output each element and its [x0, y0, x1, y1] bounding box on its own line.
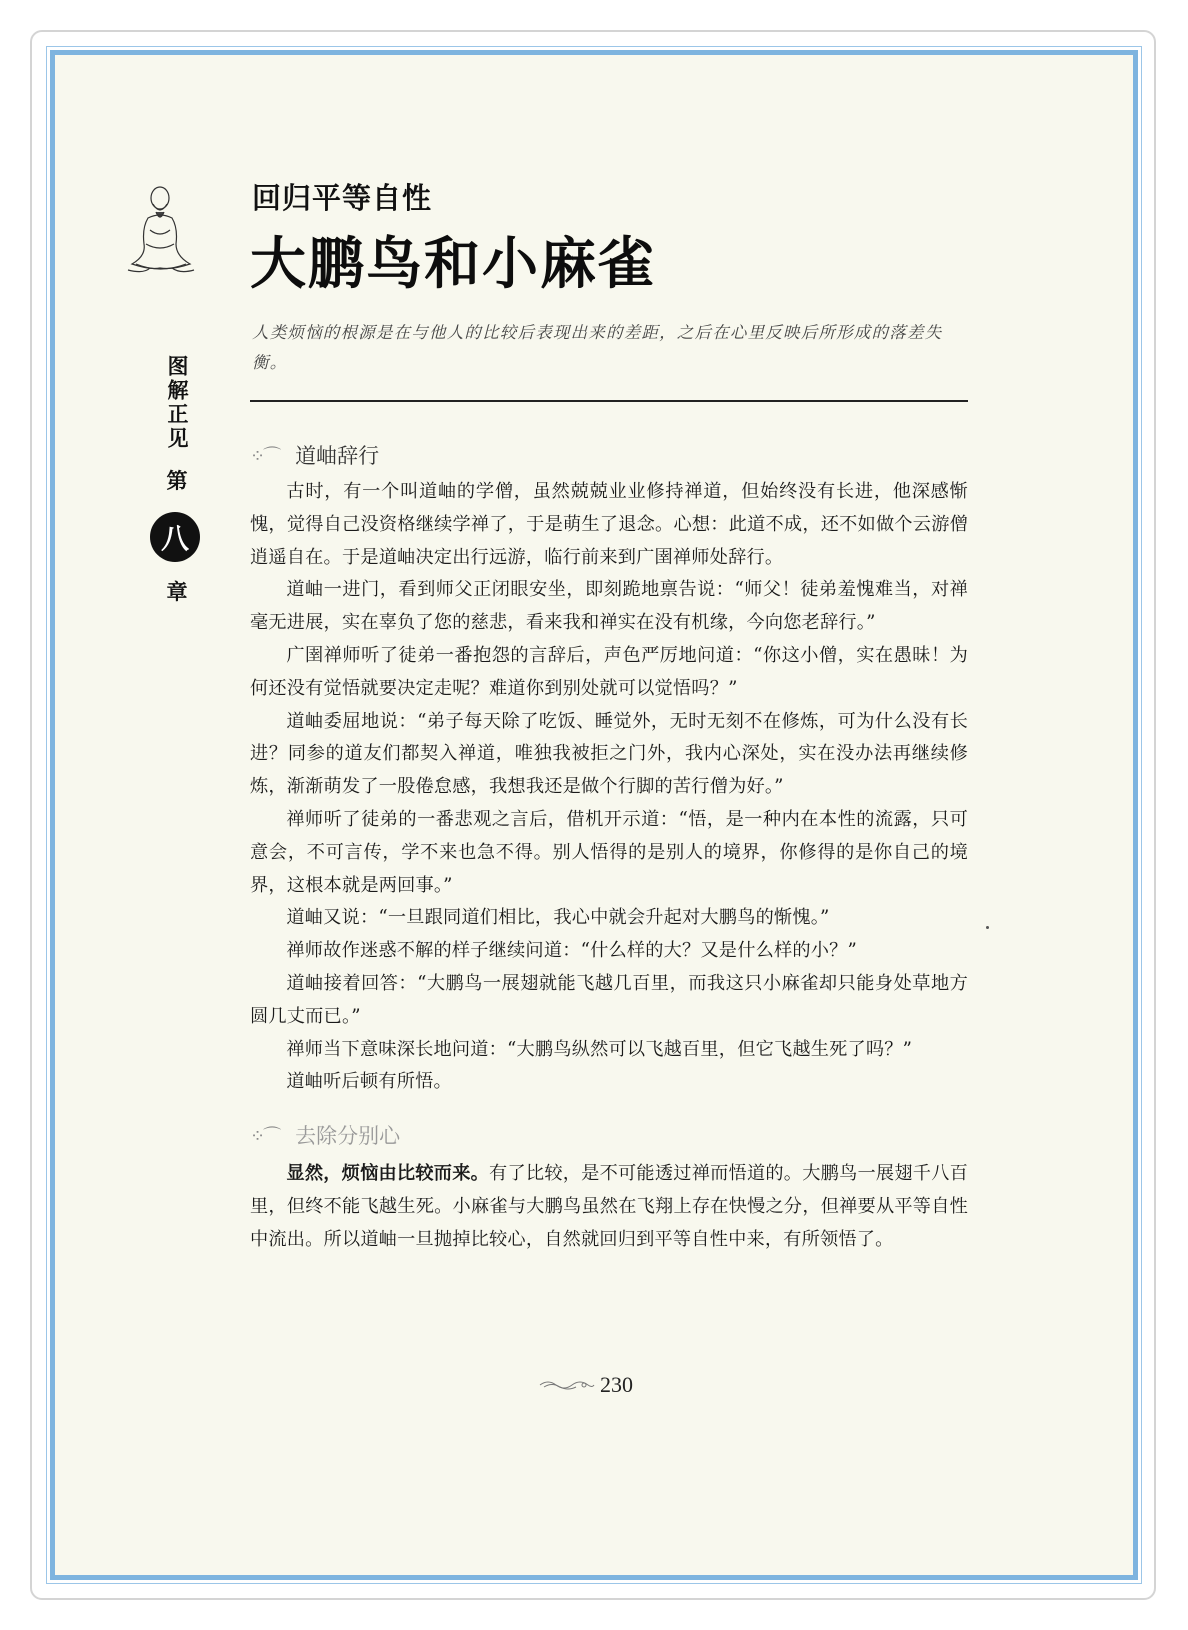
print-speck [986, 926, 989, 929]
paragraph: 道岫听后顿有所悟。 [286, 1071, 452, 1093]
intro-text: 人类烦恼的根源是在与他人的比较后表现出来的差距，之后在心里反映后所形成的落差失衡。 [252, 323, 943, 372]
paragraph: 道岫接着回答：“大鹏鸟一展翅就能飞越几百里，而我这只小麻雀却只能身处草地方圆几丈而已。” [250, 972, 968, 1027]
chapter-suffix: 章 [166, 580, 188, 604]
page-title: 大鹏鸟和小麻雀 [250, 231, 656, 297]
section-body-2 [250, 1158, 968, 1256]
paragraph: 禅师故作迷惑不解的样子继续问道：“什么样的大？又是什么样的小？” [286, 940, 858, 962]
paragraph: 广圉禅师听了徒弟一番抱怨的言辞后，声色严厉地问道：“你这小僧，实在愚昧！为何还没有觉悟就要决定走呢？难道你到别处就可以觉悟吗？” [250, 644, 968, 699]
page-number: 230 [600, 1372, 633, 1397]
seated-monk-illustration [120, 182, 200, 282]
paragraph: 道岫一进门，看到师父正闭眼安坐，即刻跪地禀告说：“师父！徒弟羞愧难当，对禅毫无进展，实在辜负了您的慈悲，看来我和禅实在没有机缘，今向您老辞行。” [250, 579, 968, 634]
ornament-flourish-icon [538, 1378, 596, 1392]
book-title-vertical: 图解正见 [165, 355, 189, 451]
section-heading-text: 道岫辞行 [295, 444, 380, 468]
paragraph: 古时，有一个叫道岫的学僧，虽然兢兢业业修持禅道，但始终没有长进，他深感惭愧，觉得自己没资格继续学禅了，于是萌生了退念。心想：此道不成，还不如做个云游僧逍遥自在。于是道岫决定出行远游，临行前来到广圉禅师处辞行。 [250, 481, 968, 568]
section-heading-text: 去除分别心 [295, 1124, 401, 1148]
paragraph: 道岫又说：“一旦跟同道们相比，我心中就会升起对大鹏鸟的惭愧。” [286, 907, 830, 929]
paragraph: 禅师当下意味深长地问道：“大鹏鸟纵然可以飞越百里，但它飞越生死了吗？” [286, 1038, 913, 1060]
chapter-number-badge: 八 [150, 512, 200, 562]
section-ornament-icon: ⁘⌒ [250, 446, 280, 467]
section-heading-2 [250, 1120, 400, 1150]
paragraph: 道岫委屈地说：“弟子每天除了吃饭、睡觉外，无时无刻不在修炼，可为什么没有长进？同参的道友们都契入禅道，唯独我被拒之门外，我内心深处，实在没办法再继续修炼，渐渐萌发了一股倦怠感，我想我还是做个行脚的苦行僧为好。” [250, 710, 968, 798]
section-subtitle: 回归平等自性 [252, 181, 433, 215]
paragraph [250, 1158, 968, 1256]
lead-bold-sentence: 显然，烦恼由比较而来。 [286, 1163, 490, 1184]
section-ornament-icon: ⁘⌒ [250, 1126, 280, 1147]
sidebar-chapter-label [160, 355, 194, 495]
paragraph: 禅师听了徒弟的一番悲观之言后，借机开示道：“悟，是一种内在本性的流露，只可意会，不可言传，学不来也急不得。别人悟得的是别人的境界，你修得的是你自己的境界，这根本就是两回事。” [250, 808, 968, 896]
chapter-prefix: 第 [166, 469, 188, 493]
section-body-1 [250, 476, 968, 1099]
paragraph-rest: 有了比较，是不可能透过禅而悟道的。大鹏鸟一展翅千八百里，但终不能飞越生死。小麻雀与大鹏鸟虽然在飞翔上存在快慢之分，但禅要从平等自性中流出。所以道岫一旦抛掉比较心，自然就回归到平等自性中来，有所领悟了。 [250, 1163, 969, 1250]
page-footer [538, 1372, 633, 1398]
divider-rule [250, 400, 968, 402]
section-heading-1 [250, 440, 379, 470]
